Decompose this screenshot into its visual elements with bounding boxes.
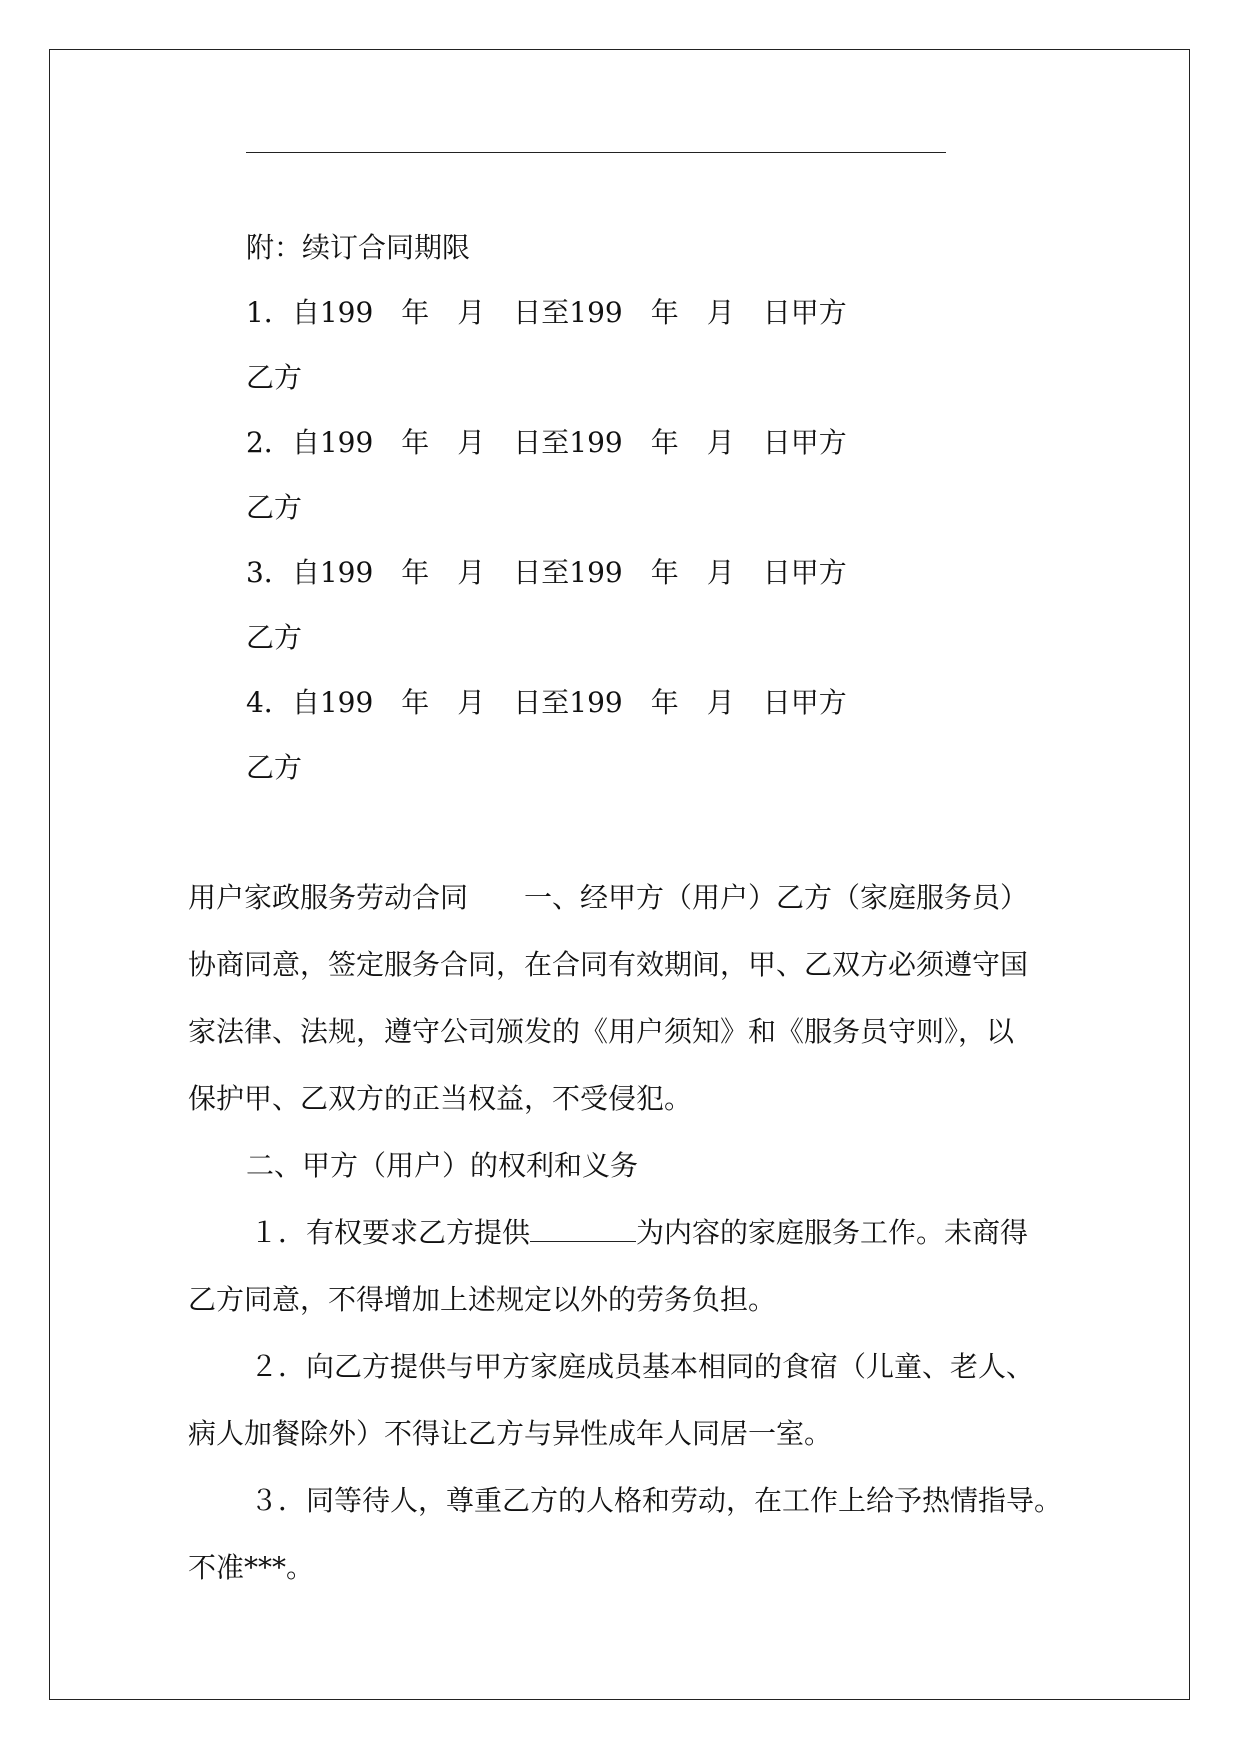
contract-intro-line-1: 用户家政服务劳动合同 一、经甲方（用户）乙方（家庭服务员） — [188, 881, 1029, 914]
appendix-title: 附：续订合同期限 — [246, 231, 471, 264]
item-2-line-1: ２．向乙方提供与甲方家庭成员基本相同的食宿（儿童、老人、 — [250, 1350, 1035, 1383]
renewal-line-2: 2．自199 年 月 日至199 年 月 日甲方 — [246, 426, 847, 459]
renewal-party-b-1: 乙方 — [246, 361, 303, 394]
item-1-before-blank: １．有权要求乙方提供 — [250, 1216, 531, 1249]
dashed-rule — [246, 152, 946, 153]
renewal-party-b-2: 乙方 — [246, 491, 303, 524]
contract-intro-line-2: 协商同意，签定服务合同，在合同有效期间，甲、乙双方必须遵守国 — [188, 948, 1029, 981]
renewal-party-b-4: 乙方 — [246, 751, 303, 784]
section-2-title: 二、甲方（用户）的权利和义务 — [246, 1149, 639, 1182]
renewal-line-4: 4．自199 年 月 日至199 年 月 日甲方 — [246, 686, 847, 719]
renewal-line-3: 3．自199 年 月 日至199 年 月 日甲方 — [246, 556, 847, 589]
contract-intro-line-3: 家法律、法规，遵守公司颁发的《用户须知》和《服务员守则》，以 — [188, 1015, 1015, 1048]
renewal-line-1: 1．自199 年 月 日至199 年 月 日甲方 — [246, 296, 847, 329]
renewal-party-b-3: 乙方 — [246, 621, 303, 654]
item-1-line-1 — [250, 1215, 1028, 1251]
contract-intro-line-4: 保护甲、乙双方的正当权益，不受侵犯。 — [188, 1082, 693, 1115]
fill-in-blank — [530, 1215, 636, 1242]
item-3-line-2: 不准***。 — [188, 1551, 315, 1584]
item-1-line-2: 乙方同意，不得增加上述规定以外的劳务负担。 — [188, 1283, 777, 1316]
item-2-line-2: 病人加餐除外）不得让乙方与异性成年人同居一室。 — [188, 1417, 833, 1450]
item-3-line-1: ３．同等待人，尊重乙方的人格和劳动，在工作上给予热情指导。 — [250, 1484, 1063, 1517]
item-1-after-blank: 为内容的家庭服务工作。未商得 — [636, 1216, 1029, 1249]
